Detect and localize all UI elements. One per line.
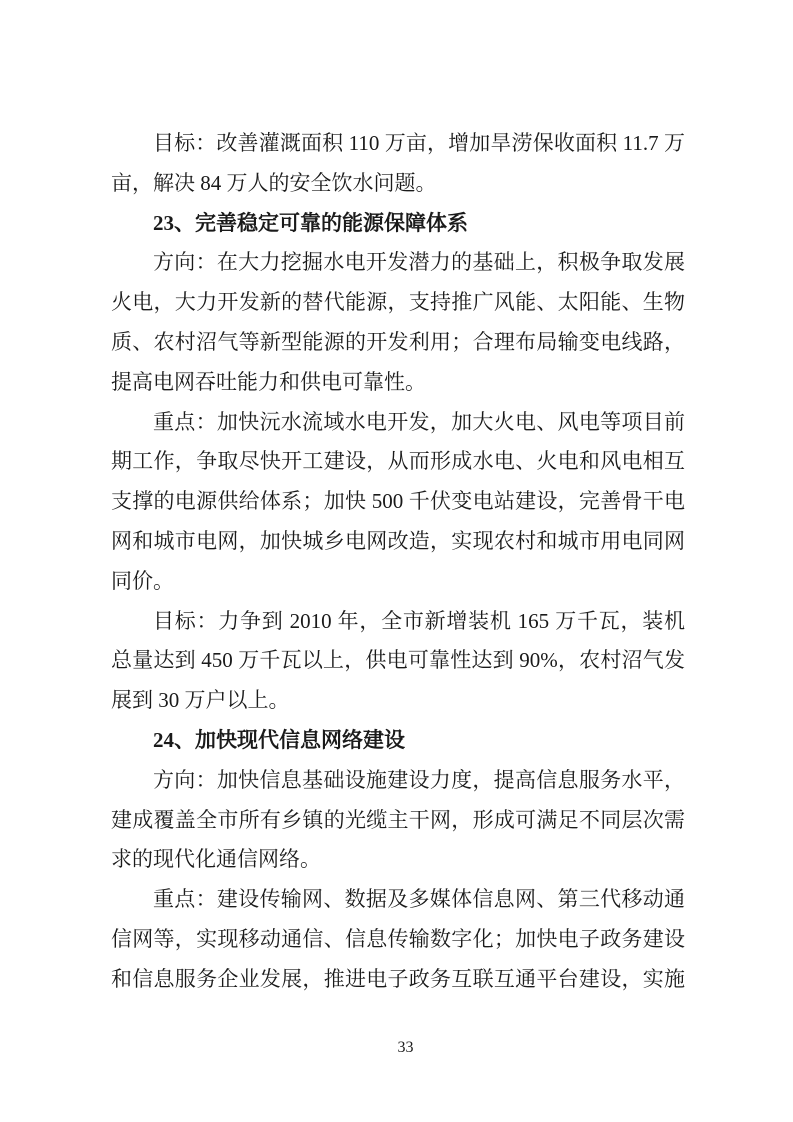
section-heading-23: 23、完善稳定可靠的能源保障体系 (153, 210, 468, 235)
paragraph-line: 网和城市电网，加快城乡电网改造，实现农村和城市用电同网 (111, 528, 685, 553)
paragraph-line: 期工作，争取尽快开工建设，从而形成水电、火电和风电相互 (111, 449, 685, 474)
paragraph-line: 亩，解决 84 万人的安全饮水问题。 (111, 170, 437, 195)
paragraph-line: 展到 30 万户以上。 (111, 688, 290, 713)
paragraph-line: 目标：力争到 2010 年，全市新增装机 165 万千瓦，装机 (153, 608, 685, 633)
paragraph-line: 重点：加快沅水流域水电开发，加大火电、风电等项目前 (153, 409, 685, 434)
paragraph-line: 总量达到 450 万千瓦以上，供电可靠性达到 90%，农村沼气发 (111, 648, 685, 673)
paragraph-line: 目标：改善灌溉面积 110 万亩，增加旱涝保收面积 11.7 万 (153, 131, 685, 155)
paragraph-line: 信网等，实现移动通信、信息传输数字化；加快电子政务建设 (111, 926, 685, 951)
paragraph-line: 支撑的电源供给体系；加快 500 千伏变电站建设，完善骨干电 (111, 489, 685, 514)
paragraph-line: 方向：在大力挖掘水电开发潜力的基础上，积极争取发展 (153, 250, 685, 275)
paragraph-line: 重点：建设传输网、数据及多媒体信息网、第三代移动通 (153, 887, 685, 912)
paragraph-line: 火电，大力开发新的替代能源，支持推广风能、太阳能、生物 (111, 290, 685, 315)
paragraph-line: 提高电网吞吐能力和供电可靠性。 (111, 369, 426, 394)
document-body (111, 124, 685, 1000)
paragraph-line: 求的现代化通信网络。 (111, 847, 321, 872)
section-heading-24: 24、加快现代信息网络建设 (153, 727, 405, 752)
paragraph-line: 方向：加快信息基础设施建设力度，提高信息服务水平， (153, 767, 685, 792)
paragraph-line: 和信息服务企业发展，推进电子政务互联互通平台建设，实施 (111, 966, 685, 991)
paragraph-line: 同价。 (111, 568, 174, 593)
page-number: 33 (397, 1039, 414, 1056)
paragraph-line: 质、农村沼气等新型能源的开发利用；合理布局输变电线路， (111, 329, 685, 354)
paragraph-line: 建成覆盖全市所有乡镇的光缆主干网，形成可满足不同层次需 (111, 807, 685, 832)
